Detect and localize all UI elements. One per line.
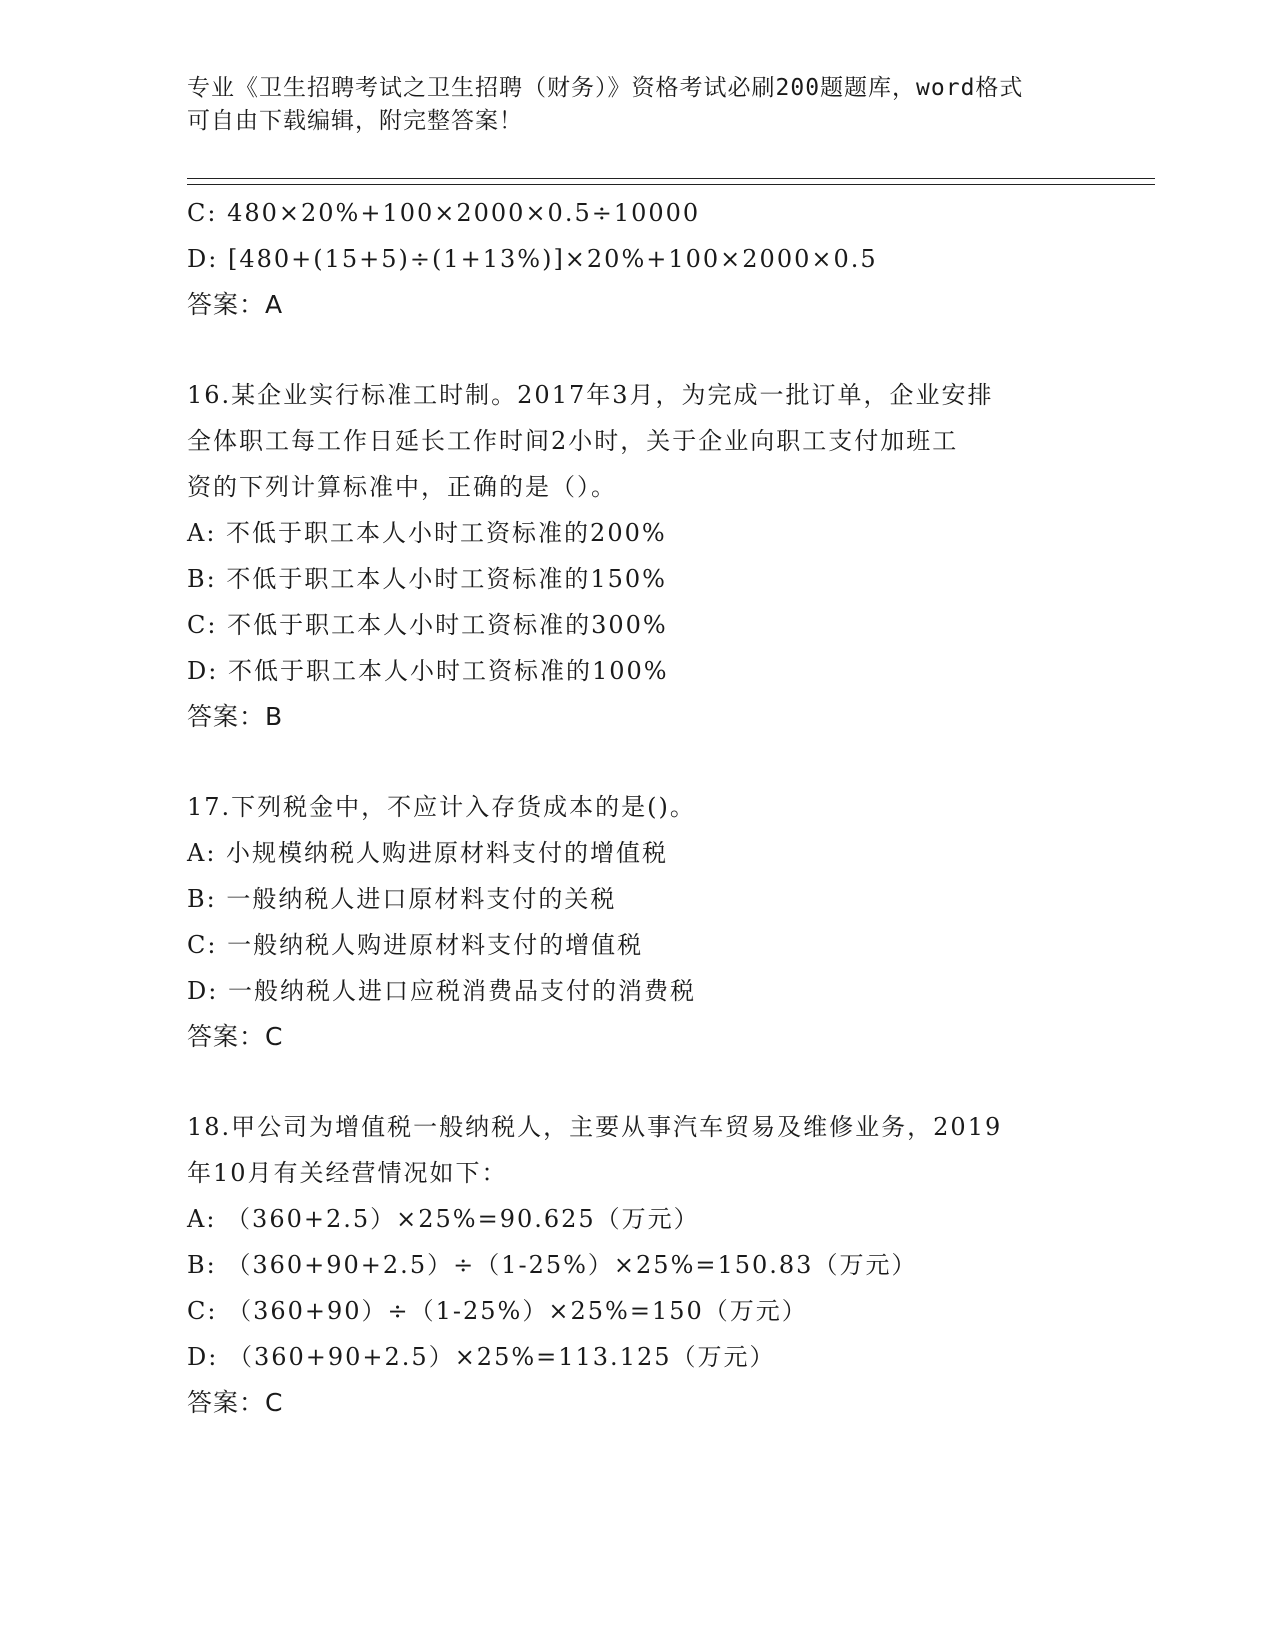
option-c: C: 一般纳税人购进原材料支付的增值税 — [187, 931, 644, 959]
option-a: A: 小规模纳税人购进原材料支付的增值税 — [187, 839, 669, 867]
question-stem: 16.某企业实行标准工时制。2017年3月，为完成一批订单，企业安排 — [187, 381, 994, 409]
question-17 — [187, 784, 1087, 1060]
answer-line: 答案：B — [187, 702, 284, 731]
option-a: A: 不低于职工本人小时工资标准的200% — [187, 519, 667, 547]
option-b: B: 一般纳税人进口原材料支付的关税 — [187, 885, 617, 913]
answer-line: 答案：C — [187, 1022, 284, 1051]
question-stem: 18.甲公司为增值税一般纳税人，主要从事汽车贸易及维修业务，2019 — [187, 1113, 1003, 1141]
question-16 — [187, 372, 1087, 740]
question-content — [187, 190, 1087, 1426]
header-divider-top — [187, 178, 1155, 179]
option-b: B: 不低于职工本人小时工资标准的150% — [187, 565, 667, 593]
document-header — [187, 72, 1087, 138]
question-stem: 17.下列税金中，不应计入存货成本的是()。 — [187, 793, 696, 821]
option-a: A: （360+2.5）×25%=90.625（万元） — [187, 1205, 700, 1233]
header-line-2: 可自由下载编辑，附完整答案！ — [187, 108, 523, 134]
question-stem: 年10月有关经营情况如下： — [187, 1159, 508, 1187]
header-divider-bottom — [187, 184, 1155, 185]
option-d: D: （360+90+2.5）×25%=113.125（万元） — [187, 1343, 776, 1371]
question-stem: 资的下列计算标准中，正确的是（）。 — [187, 473, 617, 501]
question-18 — [187, 1104, 1087, 1426]
question-15-tail — [187, 190, 1087, 328]
option-d: D: [480+(15+5)÷(1+13%)]×20%+100×2000×0.5 — [187, 245, 878, 273]
option-b: B: （360+90+2.5）÷（1-25%）×25%=150.83（万元） — [187, 1251, 918, 1279]
answer-line: 答案：A — [187, 290, 284, 319]
answer-line: 答案：C — [187, 1388, 284, 1417]
option-c: C: 480×20%+100×2000×0.5÷10000 — [187, 199, 701, 227]
header-line-1: 专业《卫生招聘考试之卫生招聘（财务）》资格考试必刷200题题库，word格式 — [187, 75, 1024, 101]
option-d: D: 不低于职工本人小时工资标准的100% — [187, 657, 669, 685]
option-c: C: 不低于职工本人小时工资标准的300% — [187, 611, 668, 639]
question-stem: 全体职工每工作日延长工作时间2小时，关于企业向职工支付加班工 — [187, 427, 959, 455]
option-d: D: 一般纳税人进口应税消费品支付的消费税 — [187, 977, 696, 1005]
option-c: C: （360+90）÷（1-25%）×25%=150（万元） — [187, 1297, 808, 1325]
